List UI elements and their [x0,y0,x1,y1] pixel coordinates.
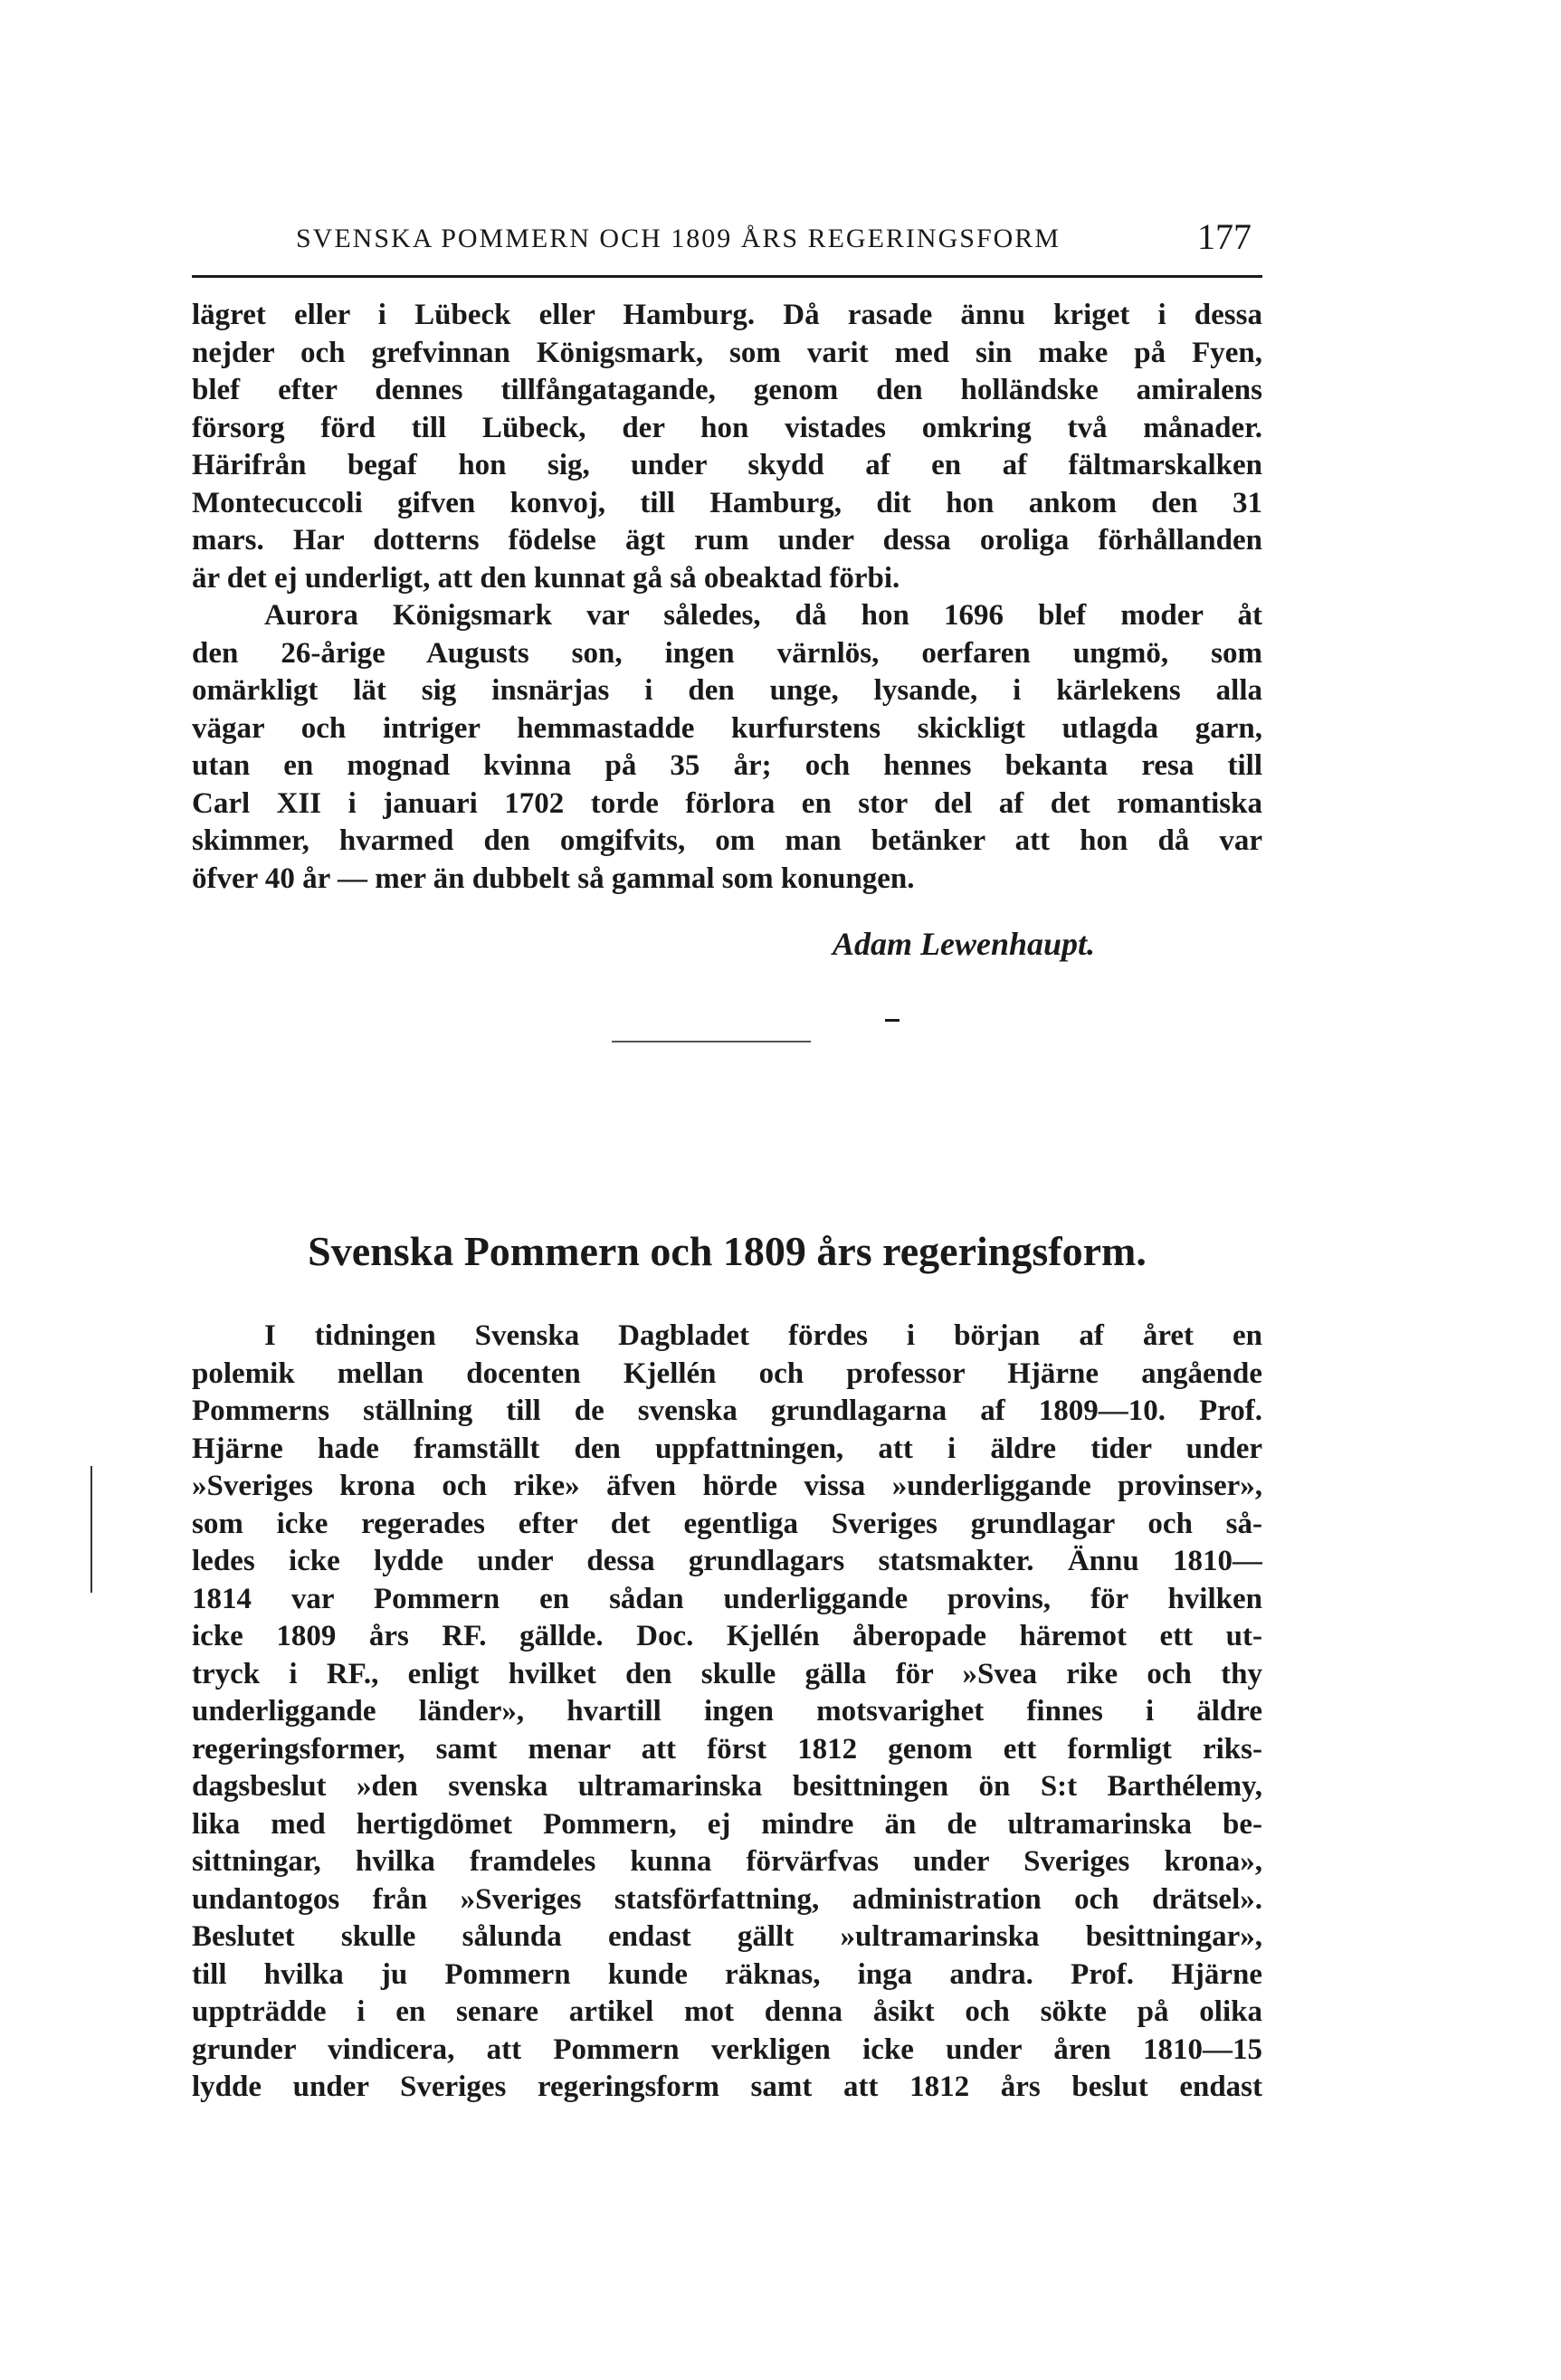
text-line: omärkligt lät sig insnärjas i den unge, lysande, i kärlekens alla [192,674,1262,707]
text-line: Pommerns ställning till de svenska grundlagarna af 1809—10. Prof. [192,1395,1262,1427]
header-rule [192,275,1262,278]
text-line: tryck i RF., enligt hvilket den skulle gälla för »Svea rike och thy [192,1657,1262,1690]
text-line: försorg förd till Lübeck, der hon vistades omkring två månader. [192,411,1262,444]
section-divider [612,1041,811,1042]
text-line: den 26-årige Augusts son, ingen värnlös, oerfaren ungmö, som [192,636,1262,670]
author-signature: Adam Lewenhaupt. [833,926,1096,962]
running-title: SVENSKA POMMERN OCH 1809 ÅRS REGERINGSFORM [296,224,1061,253]
text-line: lika med hertigdömet Pommern, ej mindre än de ultramarinska be- [192,1807,1262,1841]
text-line: är det ej underligt, att den kunnat gå så obeaktad förbi. [192,561,900,595]
text-line: lydde under Sveriges regeringsform samt att 1812 års beslut endast [192,2071,1262,2103]
signature-mark [885,1019,899,1022]
text-line: Härifrån begaf hon sig, under skydd af en af fältmarskalken [192,449,1262,481]
article-heading: Svenska Pommern och 1809 års regeringsform. [308,1228,1147,1274]
article-body [192,1318,1262,2107]
text-line: Aurora Königsmark var således, då hon 1696 blef moder åt [264,599,1262,632]
text-line: undantogos från »Sveriges statsförfattning, administration och drätsel». [192,1882,1262,1916]
text-line: »Sveriges krona och rike» äfven hörde vissa »underliggande provinser», [192,1470,1262,1502]
text-line: skimmer, hvarmed den omgifvits, om man betänker att hon då var [192,824,1262,857]
text-line: mars. Har dotterns födelse ägt rum under dessa oroliga förhållanden [192,524,1262,557]
text-line: sittningar, hvilka framdeles kunna förvärfvas under Sveriges krona», [192,1845,1262,1878]
text-line: polemik mellan docenten Kjellén och professor Hjärne angående [192,1357,1262,1390]
text-line: dagsbeslut »den svenska ultramarinska besittningen ön S:t Barthélemy, [192,1770,1262,1803]
text-line: lägret eller i Lübeck eller Hamburg. Då rasade ännu kriget i dessa [192,299,1262,331]
text-line: regeringsformer, samt menar att först 1812 genom ett formligt riks- [192,1732,1262,1766]
text-line: Montecuccoli gifven konvoj, till Hamburg, dit hon ankom den 31 [192,486,1262,519]
text-line: 1814 var Pommern en sådan underliggande provins, för hvilken [192,1582,1262,1615]
text-line: nejder och grefvinnan Königsmark, som varit med sin make på Fyen, [192,336,1262,369]
text-line: öfver 40 år — mer än dubbelt så gammal som konungen. [192,862,915,895]
text-line: ledes icke lydde under dessa grundlagars statsmakter. Ännu 1810— [192,1545,1262,1577]
page-number: 177 [1197,216,1252,257]
text-line: vägar och intriger hemmastadde kurfurstens skickligt utlagda garn, [192,711,1262,745]
text-line: som icke regerades efter det egentliga Sveriges grundlagar och så- [192,1507,1262,1540]
text-line: underliggande länder», hvartill ingen motsvarighet finnes i äldre [192,1695,1262,1728]
text-line: utan en mognad kvinna på 35 år; och hennes bekanta resa till [192,749,1262,782]
text-line: blef efter dennes tillfångatagande, genom den holländske amiralens [192,374,1262,406]
text-line: Carl XII i januari 1702 torde förlora en stor del af det romantiska [192,786,1262,820]
text-line: till hvilka ju Pommern kunde räknas, inga andra. Prof. Hjärne [192,1957,1262,1991]
text-line: grunder vindicera, att Pommern verkligen icke under åren 1810—15 [192,2033,1262,2066]
text-line: uppträdde i en senare artikel mot denna åsikt och sökte på olika [192,1995,1262,2028]
text-line: Beslutet skulle sålunda endast gällt »ultramarinska besittningar», [192,1920,1262,1953]
margin-mark [90,1466,92,1593]
previous-article-text [192,297,1262,898]
text-line: I tidningen Svenska Dagbladet fördes i början af året en [264,1319,1262,1352]
text-line: icke 1809 års RF. gällde. Doc. Kjellén åberopade häremot ett ut- [192,1620,1262,1652]
text-line: Hjärne hade framställt den uppfattningen, att i äldre tider under [192,1432,1262,1465]
running-head [192,210,1262,264]
